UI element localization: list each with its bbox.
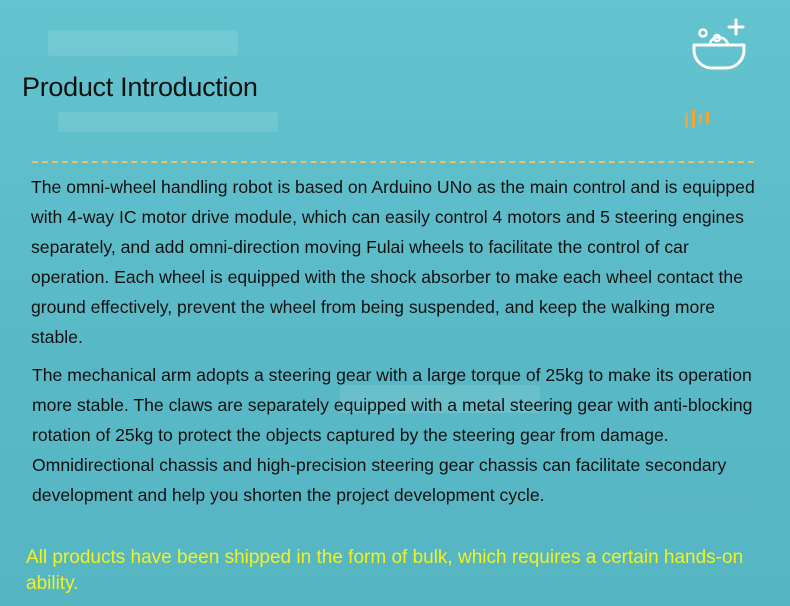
bar-marks-icon xyxy=(683,108,715,130)
intro-paragraph-2: The mechanical arm adopts a steering gear with a large torque of 25kg to make its operation more stable. The claws are separately equipped with a metal steering gear with anti-blocking rotation of 25kg to protect the objects captured by the steering gear from damage. Omnidirectional chassis and high-precision steering gear chassis can facilitate secondary development and help you shorten the project development cycle. xyxy=(32,365,753,505)
section-divider xyxy=(32,161,754,163)
bathtub-plus-icon xyxy=(690,16,748,72)
intro-paragraph-1: The omni-wheel handling robot is based on Arduino UNo as the main control and is equipped with 4-way IC motor drive module, which can easily control 4 motors and 5 steering engines separately, and add omni-direction moving Fulai wheels to facilitate the control of car operation. Each wheel is equipped with the shock absorber to make each wheel contact the ground effectively, prevent the wheel from being suspended, and keep the walking more stable. xyxy=(31,177,755,347)
page-title: Product Introduction xyxy=(22,72,258,102)
background-watermark xyxy=(48,30,238,56)
background-watermark xyxy=(58,112,278,132)
shipping-notice: All products have been shipped in the form of bulk, which requires a certain hands-on ability. xyxy=(26,547,744,594)
